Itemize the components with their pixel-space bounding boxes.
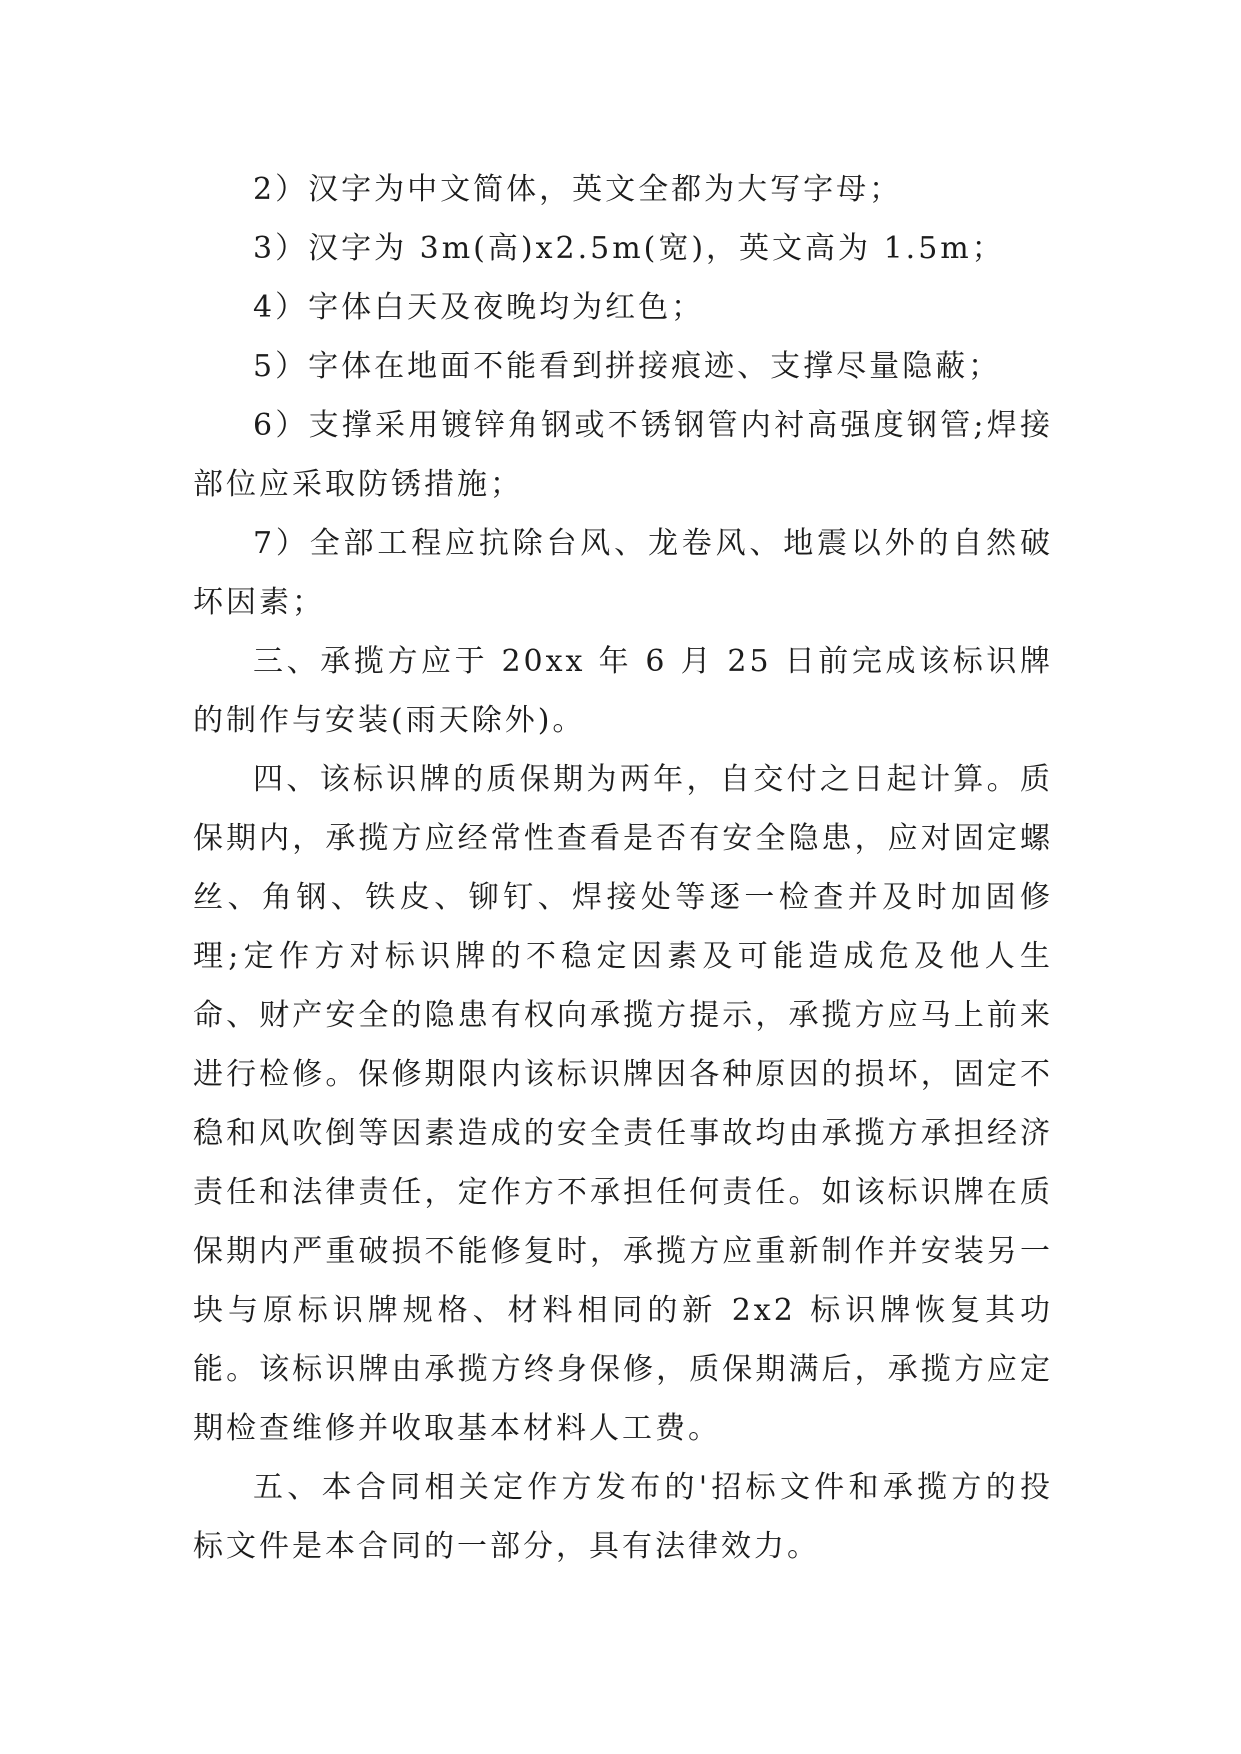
paragraph-item-4: 4）字体白天及夜晚均为红色； [253,290,705,325]
paragraph-item-6: 6）支撑采用镀锌角钢或不锈钢管内衬高强度钢管;焊接部位应采取防锈措施； [193,408,1053,502]
paragraph-item-7: 7）全部工程应抗除台风、龙卷风、地震以外的自然破坏因素； [193,526,1053,620]
paragraph-section-4: 四、该标识牌的质保期为两年，自交付之日起计算。质保期内，承揽方应经常性查看是否有安全隐患，应对固定螺丝、角钢、铁皮、铆钉、焊接处等逐一检查并及时加固修理;定作方对标识牌的不稳定因素及可能造成危及他人生命、财产安全的隐患有权向承揽方提示，承揽方应马上前来进行检修。保修期限内该标识牌因各种原因的损坏，固定不稳和风吹倒等因素造成的安全责任事故均由承揽方承担经济责任和法律责任，定作方不承担任何责任。如该标识牌在质保期内严重破损不能修复时，承揽方应重新制作并安装另一块与原标识牌规格、材料相同的新 2x2 标识牌恢复其功能。该标识牌由承揽方终身保修，质保期满后，承揽方应定期检查维修并收取基本材料人工费。 [193,762,1053,1446]
paragraph-item-3: 3）汉字为 3m(高)x2.5m(宽)，英文高为 1.5m； [253,231,1005,266]
paragraph-section-5: 五、本合同相关定作方发布的'招标文件和承揽方的投标文件是本合同的一部分，具有法律效力。 [193,1470,1053,1564]
paragraph-item-5: 5）字体在地面不能看到拼接痕迹、支撑尽量隐蔽； [253,349,1002,384]
paragraph-section-3: 三、承揽方应于 20xx 年 6 月 25 日前完成该标识牌的制作与安装(雨天除外)。 [193,644,1053,738]
paragraph-item-2: 2）汉字为中文简体，英文全都为大写字母； [253,172,903,207]
document-body [193,160,1053,1576]
